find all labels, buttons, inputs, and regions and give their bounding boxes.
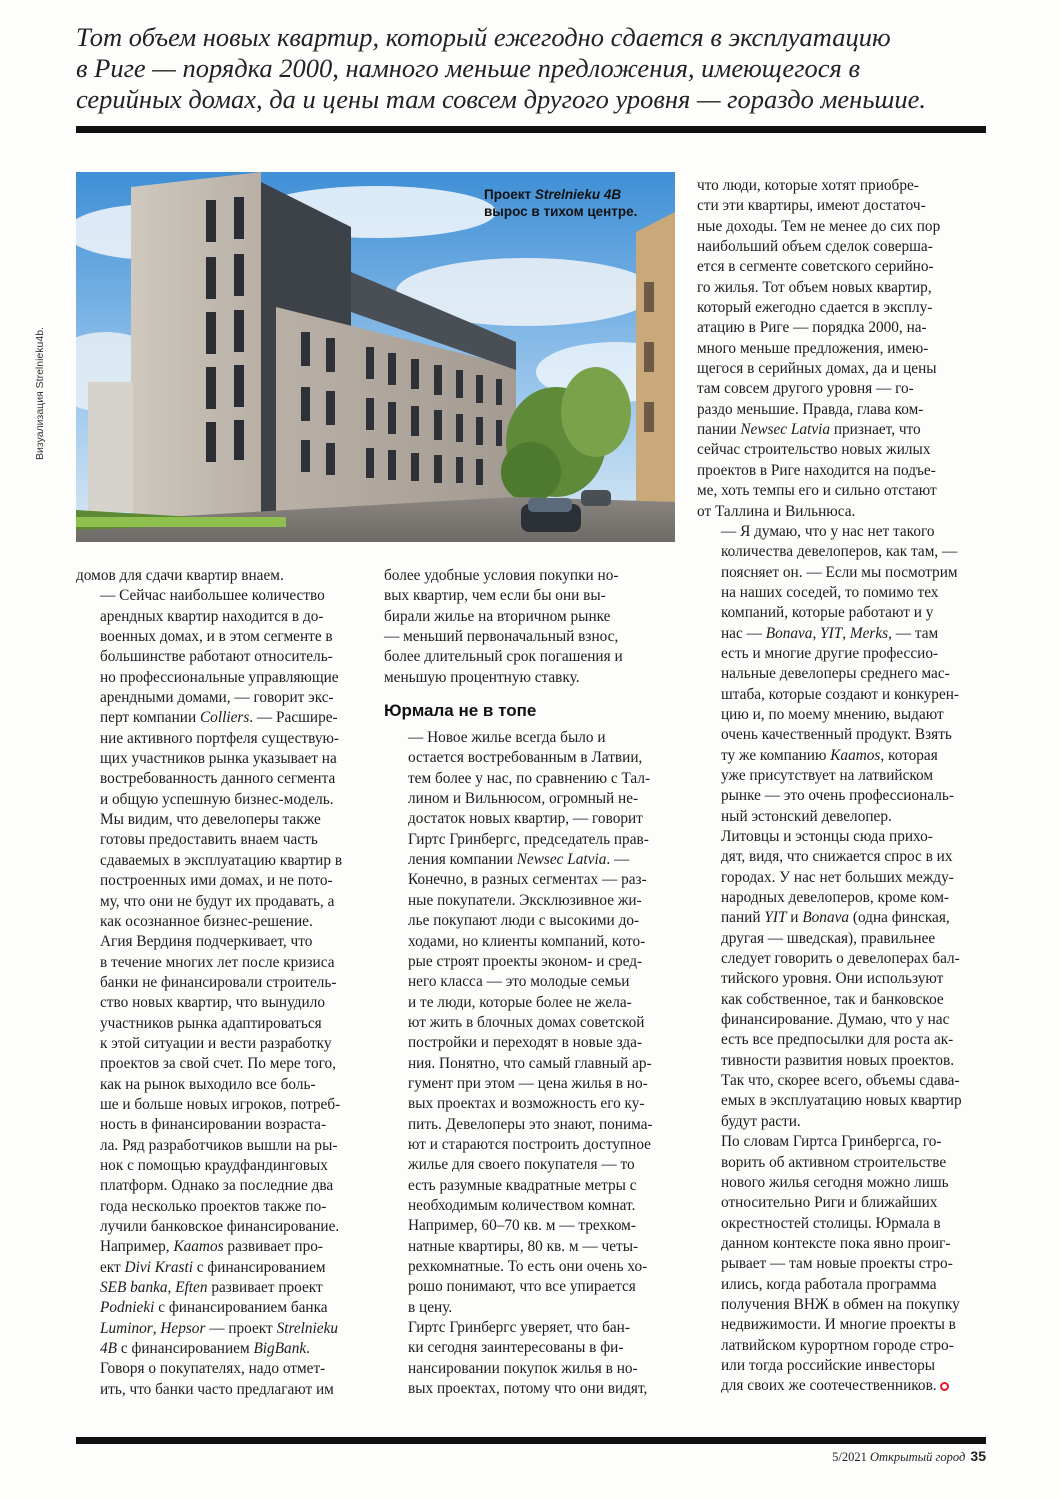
text-line: есть все предпосылки для роста ак- <box>721 1031 954 1049</box>
text-line: Так что, скорее всего, объемы сдава- <box>721 1072 960 1090</box>
text-line: емых в эксплуатацию новых квартир <box>721 1092 962 1110</box>
text-line: для своих же соотечественников. <box>697 1376 987 1396</box>
pull-quote <box>76 22 986 115</box>
text-line: штаба, которые создают и конкурен- <box>721 685 960 703</box>
text-line: Мы видим, что девелоперы также <box>100 811 321 829</box>
text-line: ство новых квартир, что вынудило <box>100 994 326 1012</box>
text-line: SEB banka, Eften развивает проект <box>100 1279 323 1297</box>
text-line: ние активного портфеля существую- <box>100 729 339 747</box>
text-line: участников рынка адаптироваться <box>100 1014 322 1032</box>
paragraph <box>697 1132 987 1396</box>
text-line: есть разумные квадратные метры с <box>408 1176 637 1194</box>
text-line: Luminor, Hepsor — проект Strelnieku <box>100 1319 339 1337</box>
text-line: рынке — это очень профессиональ- <box>721 787 954 805</box>
caption-prefix: Проект <box>484 187 535 202</box>
paragraph <box>384 728 676 1318</box>
text-line: щегося в серийных домах, да и цены <box>697 360 937 378</box>
issue-number: 5/2021 <box>832 1450 867 1464</box>
text-line: вых проектах, потому что они видят, <box>408 1380 648 1398</box>
text-line: есть и многие другие профессио- <box>721 644 939 662</box>
text-line: ворить об активном строительстве <box>721 1153 947 1171</box>
text-line: нок с помощью краудфандинговых <box>100 1156 328 1174</box>
bottom-rule <box>76 1437 986 1444</box>
text-line: более длительный срок погашения и <box>384 648 623 666</box>
text-line: му, что они не будут их продавать, а <box>100 892 335 910</box>
paragraph <box>697 522 987 827</box>
paragraph <box>697 176 987 522</box>
magazine-name: Открытый город <box>870 1450 966 1464</box>
page-number: 35 <box>970 1448 986 1464</box>
text-line: финансирование. Думаю, что у нас <box>721 1011 950 1029</box>
building-photo <box>76 172 675 542</box>
pull-quote-line: в Риге — порядка 2000, намного меньше предложения, имеющегося в <box>76 53 860 83</box>
text-line: года несколько проектов также по- <box>100 1197 327 1215</box>
text-line: пить. Девелоперы это знают, понима- <box>408 1115 653 1133</box>
text-line: ные покупатели. Эксклюзивное жи- <box>408 891 642 909</box>
text-line: 4B с финансированием BigBank. <box>100 1340 310 1358</box>
text-line: бирали жилье на вторичном рынке <box>384 607 611 625</box>
text-line: нальные девелоперы среднего мас- <box>721 665 950 683</box>
text-line: постройки и переходят в новые зда- <box>408 1034 643 1052</box>
text-line: домов для сдачи квартир внаем. <box>76 567 284 584</box>
text-line: ту же компанию Kaamos, которая <box>721 746 938 764</box>
text-line: гумент при этом — цена жилья в но- <box>408 1074 648 1092</box>
text-line: получения ВНЖ в обмен на покупку <box>721 1295 960 1313</box>
text-line: в течение многих лет после кризиса <box>100 953 335 971</box>
text-line: построенных ими домах, и не пото- <box>100 872 333 890</box>
text-line: Гиртс Гринбергс уверяет, что бан- <box>408 1319 630 1337</box>
text-line: как собственное, так и банковское <box>721 990 944 1008</box>
column-2-body-a <box>384 566 676 688</box>
text-line: щих участников рынка указывает на <box>100 750 337 768</box>
text-line: Говоря о покупателях, надо отмет- <box>100 1360 326 1378</box>
text-line: ления компании Newsec Latvia. — <box>408 851 630 869</box>
text-line: — Я думаю, что у нас нет такого <box>721 522 935 540</box>
text-line: Например, Kaamos развивает про- <box>100 1238 323 1256</box>
text-line: него класса — это молодые семьи <box>408 973 630 991</box>
text-line: там совсем другого уровня — го- <box>697 380 914 398</box>
text-line: необходимым количеством комнат. <box>408 1196 636 1214</box>
end-of-article-icon <box>940 1382 949 1391</box>
text-line: Конечно, в разных сегментах — раз- <box>408 871 647 889</box>
text-line: сти эти квартиры, имеют достаточ- <box>697 197 926 215</box>
text-line: к этой ситуации и вести разработку <box>100 1034 332 1052</box>
text-line: нас — Bonava, YIT, Merks, — там <box>721 624 939 642</box>
text-line: рехкомнатные. То есть они очень хо- <box>408 1258 648 1275</box>
text-line: сейчас строительство новых жилых <box>697 441 931 459</box>
text-line: ла. Ряд разработчиков вышли на ры- <box>100 1136 338 1154</box>
text-line: атацию в Риге — порядка 2000, на- <box>697 319 927 337</box>
text-line: более удобные условия покупки но- <box>384 567 619 584</box>
text-line: достаток новых квартир, — говорит <box>408 810 643 828</box>
text-line: рывает — там новые проекты стро- <box>721 1255 953 1273</box>
text-line: арендных квартир находится в до- <box>100 607 324 625</box>
text-line: — Сейчас наибольшее количество <box>100 587 325 605</box>
caption-rest: вырос в тихом центре. <box>484 204 638 219</box>
text-line: ить, что банки часто предлагают им <box>100 1380 334 1398</box>
caption-project-name: Strelnieku 4B <box>534 187 622 202</box>
text-line: ют жить в блочных домах советской <box>408 1013 645 1031</box>
text-line: нансировании покупок жилья в но- <box>408 1359 638 1377</box>
text-line: банки не финансировали строитель- <box>100 973 337 991</box>
text-line: Podnieki с финансированием банка <box>100 1299 328 1317</box>
text-line: раздо меньшие. Правда, глава ком- <box>697 400 924 418</box>
text-line: в цену. <box>408 1298 453 1316</box>
photo-caption <box>484 186 664 220</box>
text-line: проектов в Риге находится на подъе- <box>697 461 936 479</box>
text-line: окрестностей столицы. Юрмала в <box>721 1214 941 1232</box>
text-line: рые строят проекты эконом- и сред- <box>408 952 643 970</box>
paragraph <box>76 932 366 1359</box>
text-line: го жилья. Тот объем новых квартир, <box>697 278 932 296</box>
text-line: как осознанное бизнес-решение. <box>100 912 313 930</box>
text-line: латвийском курортном городе стро- <box>721 1336 954 1354</box>
text-line: тийского уровня. Они используют <box>721 970 944 988</box>
text-line: другая — шведская), правильнее <box>721 929 936 947</box>
text-line: По словам Гиртса Гринбергса, го- <box>721 1133 942 1151</box>
text-line: — Новое жилье всегда было и <box>408 729 606 747</box>
text-line: очень качественный продукт. Взять <box>721 726 952 744</box>
text-line: ше и больше новых игроков, потреб- <box>100 1095 341 1113</box>
text-line: будут расти. <box>721 1112 801 1130</box>
text-line: недвижимости. И многие проекты в <box>721 1316 956 1334</box>
text-line: ект Divi Krasti с финансированием <box>100 1258 326 1276</box>
text-line: дят, видя, что снижается спрос в их <box>721 848 953 866</box>
text-line: Гиртс Гринбергс, председатель прав- <box>408 830 649 848</box>
text-line: ется в сегменте советского серийно- <box>697 258 934 276</box>
text-line: на наших соседей, то помимо тех <box>721 583 939 601</box>
text-line: Агия Вердиня подчеркивает, что <box>100 933 313 951</box>
text-line: цию и, по моему мнению, выдают <box>721 705 944 723</box>
text-line: натные квартиры, 80 кв. м — четы- <box>408 1237 639 1255</box>
text-line: ки сегодня заинтересованы в фи- <box>408 1339 624 1357</box>
text-line: тивности развития новых проектов. <box>721 1051 955 1069</box>
text-line: готовы предоставить внаем часть <box>100 831 318 849</box>
text-line: ились, когда работала программа <box>721 1275 937 1293</box>
text-line: поясняет он. — Если мы посмотрим <box>721 563 958 581</box>
text-line: вых квартир, чем если бы они вы- <box>384 587 606 605</box>
text-line: ные доходы. Тем не менее до сих пор <box>697 217 941 235</box>
text-line: пании Newsec Latvia признает, что <box>697 421 921 439</box>
text-line: большинстве работают относитель- <box>100 648 333 666</box>
text-line: Литовцы и эстонцы сюда прихо- <box>721 828 933 845</box>
text-line: наибольший объем сделок соверша- <box>697 238 933 256</box>
text-line: востребованность данного сегмента <box>100 770 336 788</box>
text-line: перт компании Colliers. — Расшире- <box>100 709 338 727</box>
text-line: лучили банковское финансирование. <box>100 1218 340 1235</box>
text-line: жилье для своего покупателя — то <box>408 1156 635 1174</box>
paragraph <box>76 586 366 932</box>
pull-quote-line: Тот объем новых квартир, который ежегодно сдается в эксплуатацию <box>76 22 891 52</box>
text-line: ния. Понятно, что самый главный ар- <box>408 1054 652 1072</box>
text-line: городах. У нас нет больших между- <box>721 868 954 886</box>
text-line: паний YIT и Bonava (одна финская, <box>721 909 950 927</box>
text-line: лином и Вильнюсом, огромный не- <box>408 790 639 808</box>
text-line: Например, 60–70 кв. м — трехком- <box>408 1217 636 1235</box>
column-2 <box>384 566 676 1399</box>
text-line: относительно Риги и ближайших <box>721 1194 938 1212</box>
paragraph <box>697 827 987 1132</box>
text-line: ность в финансировании возраста- <box>100 1116 327 1134</box>
text-line: и те люди, которые более не жела- <box>408 993 632 1011</box>
text-line: — меньший первоначальный взнос, <box>384 628 619 646</box>
text-line: который ежегодно сдается в эксплу- <box>697 299 933 317</box>
text-line: от Таллина и Вильнюса. <box>697 502 856 520</box>
top-rule <box>76 126 986 133</box>
photo-credit: Визуализация Strelnieku4b. <box>34 327 46 460</box>
text-line: лье покупают люди с высокими до- <box>408 912 640 930</box>
text-line: тем более у нас, по сравнению с Тал- <box>408 769 651 787</box>
text-line: или тогда российские инвесторы <box>721 1356 936 1374</box>
section-subheading: Юрмала не в топе <box>384 701 537 721</box>
column-3-body <box>697 176 987 1397</box>
paragraph <box>76 566 366 586</box>
column-1 <box>76 566 366 1400</box>
text-line: остается востребованным в Латвии, <box>408 749 643 767</box>
paragraph <box>384 566 676 688</box>
pull-quote-line: серийных домах, да и цены там совсем другого уровня — гораздо меньшие. <box>76 84 927 114</box>
text-line: много меньше предложения, имею- <box>697 339 929 357</box>
text-line: сдаваемых в эксплуатацию квартир в <box>100 851 343 869</box>
text-line: что люди, которые хотят приобре- <box>697 177 919 194</box>
column-1-body <box>76 566 366 1400</box>
text-line: ют и стараются построить доступное <box>408 1135 651 1153</box>
text-line: арендными домами, — говорит экс- <box>100 689 334 707</box>
text-line: платформ. Однако за последние два <box>100 1177 334 1195</box>
text-line: рошо понимают, что все упирается <box>408 1278 636 1296</box>
text-line: но профессиональные управляющие <box>100 668 339 686</box>
text-line: ный эстонский девелопер. <box>721 807 892 825</box>
page-footer <box>832 1448 986 1465</box>
text-line: меньшую процентную ставку. <box>384 668 580 686</box>
text-line: проектов за свой счет. По мере того, <box>100 1055 336 1073</box>
text-line: ходами, но клиенты компаний, кото- <box>408 932 646 950</box>
text-line: народных девелоперов, кроме ком- <box>721 889 949 907</box>
text-line: нового жилья сегодня можно лишь <box>721 1173 949 1191</box>
text-line: военных домах, и в этом сегменте в <box>100 628 333 646</box>
text-line: как на рынок выходило все боль- <box>100 1075 316 1093</box>
paragraph <box>384 1318 676 1399</box>
column-3 <box>697 176 987 1397</box>
text-line: уже присутствует на латвийском <box>721 766 934 784</box>
text-line: и общую успешную бизнес-модель. <box>100 790 334 808</box>
text-line: следует говорить о девелоперах бал- <box>721 950 960 968</box>
column-2-body-b <box>384 728 676 1399</box>
text-line: ме, хоть темпы его и сильно отстают <box>697 482 937 500</box>
text-line: вых проектах и возможность его ку- <box>408 1095 645 1113</box>
text-line: компаний, которые работают и у <box>721 604 934 622</box>
text-line: данном контексте пока явно проиг- <box>721 1234 951 1252</box>
paragraph <box>76 1359 366 1400</box>
text-line: количества девелоперов, как там, — <box>721 543 958 561</box>
